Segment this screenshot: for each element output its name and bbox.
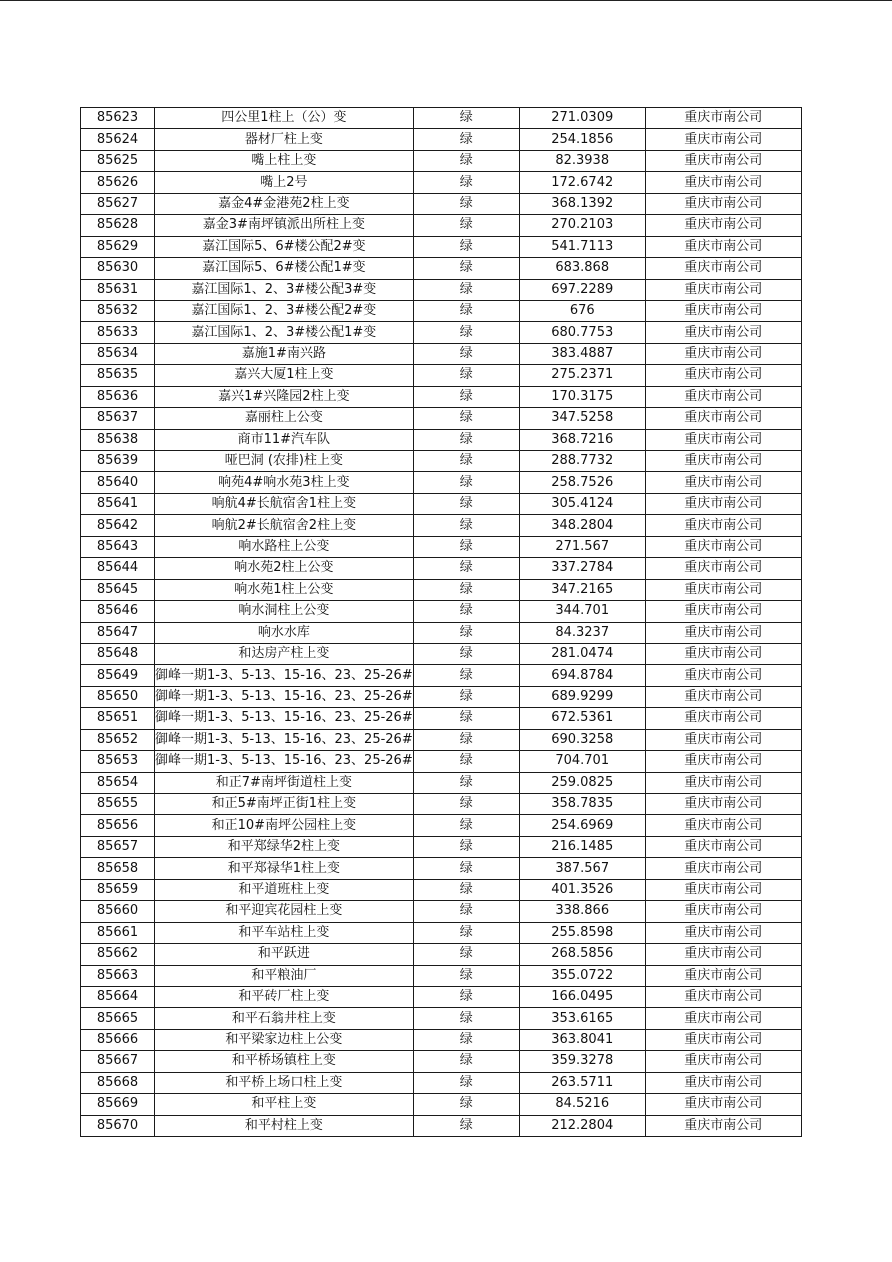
station-name-cell: 和平迎宾花园柱上变 <box>155 901 414 922</box>
company-cell: 重庆市南公司 <box>645 129 801 150</box>
station-name-cell: 和正5#南坪正街1柱上变 <box>155 794 414 815</box>
table-row <box>81 429 802 450</box>
value-cell: 676 <box>519 300 645 321</box>
table-row <box>81 1115 802 1136</box>
row-id-cell: 85667 <box>81 1051 155 1072</box>
company-cell: 重庆市南公司 <box>645 493 801 514</box>
station-name-cell: 嘉江国际5、6#楼公配2#变 <box>155 236 414 257</box>
company-cell: 重庆市南公司 <box>645 901 801 922</box>
company-cell: 重庆市南公司 <box>645 515 801 536</box>
company-cell: 重庆市南公司 <box>645 879 801 900</box>
company-cell: 重庆市南公司 <box>645 622 801 643</box>
value-cell: 271.567 <box>519 536 645 557</box>
value-cell: 387.567 <box>519 858 645 879</box>
table-row <box>81 643 802 664</box>
station-name-cell: 嘴上柱上变 <box>155 150 414 171</box>
status-color-cell: 绿 <box>413 1094 519 1115</box>
status-color-cell: 绿 <box>413 1051 519 1072</box>
station-name-cell: 御峰一期1-3、5-13、15-16、23、25-26# <box>155 686 414 707</box>
table-row <box>81 172 802 193</box>
value-cell: 281.0474 <box>519 643 645 664</box>
station-name-cell: 响水路柱上公变 <box>155 536 414 557</box>
station-name-cell: 和平郑禄华1柱上变 <box>155 858 414 879</box>
value-cell: 672.5361 <box>519 708 645 729</box>
status-color-cell: 绿 <box>413 1029 519 1050</box>
company-cell: 重庆市南公司 <box>645 279 801 300</box>
company-cell: 重庆市南公司 <box>645 751 801 772</box>
row-id-cell: 85670 <box>81 1115 155 1136</box>
table-row <box>81 858 802 879</box>
table-row <box>81 622 802 643</box>
status-color-cell: 绿 <box>413 172 519 193</box>
table-row <box>81 215 802 236</box>
row-id-cell: 85624 <box>81 129 155 150</box>
row-id-cell: 85623 <box>81 108 155 129</box>
table-row <box>81 150 802 171</box>
row-id-cell: 85655 <box>81 794 155 815</box>
row-id-cell: 85663 <box>81 965 155 986</box>
station-name-cell: 和平砖厂柱上变 <box>155 986 414 1007</box>
station-name-cell: 四公里1柱上（公）变 <box>155 108 414 129</box>
status-color-cell: 绿 <box>413 558 519 579</box>
company-cell: 重庆市南公司 <box>645 172 801 193</box>
station-name-cell: 嘉江国际1、2、3#楼公配1#变 <box>155 322 414 343</box>
value-cell: 368.1392 <box>519 193 645 214</box>
row-id-cell: 85649 <box>81 665 155 686</box>
status-color-cell: 绿 <box>413 215 519 236</box>
row-id-cell: 85626 <box>81 172 155 193</box>
company-cell: 重庆市南公司 <box>645 944 801 965</box>
company-cell: 重庆市南公司 <box>645 1051 801 1072</box>
row-id-cell: 85658 <box>81 858 155 879</box>
status-color-cell: 绿 <box>413 150 519 171</box>
value-cell: 268.5856 <box>519 944 645 965</box>
row-id-cell: 85656 <box>81 815 155 836</box>
table-row <box>81 472 802 493</box>
station-name-cell: 嘉江国际1、2、3#楼公配2#变 <box>155 300 414 321</box>
row-id-cell: 85638 <box>81 429 155 450</box>
company-cell: 重庆市南公司 <box>645 922 801 943</box>
station-name-cell: 嘉兴1#兴隆园2柱上变 <box>155 386 414 407</box>
value-cell: 170.3175 <box>519 386 645 407</box>
company-cell: 重庆市南公司 <box>645 258 801 279</box>
station-name-cell: 和平桥上场口柱上变 <box>155 1072 414 1093</box>
row-id-cell: 85639 <box>81 451 155 472</box>
company-cell: 重庆市南公司 <box>645 1008 801 1029</box>
value-cell: 166.0495 <box>519 986 645 1007</box>
station-name-cell: 响水苑1柱上公变 <box>155 579 414 600</box>
table-row <box>81 193 802 214</box>
station-name-cell: 嘉兴大厦1柱上变 <box>155 365 414 386</box>
table-row <box>81 343 802 364</box>
table-row <box>81 451 802 472</box>
station-name-cell: 响航4#长航宿舍1柱上变 <box>155 493 414 514</box>
station-name-cell: 嘴上2号 <box>155 172 414 193</box>
table-row <box>81 1072 802 1093</box>
table-row <box>81 108 802 129</box>
status-color-cell: 绿 <box>413 794 519 815</box>
value-cell: 172.6742 <box>519 172 645 193</box>
status-color-cell: 绿 <box>413 193 519 214</box>
company-cell: 重庆市南公司 <box>645 665 801 686</box>
table-row <box>81 901 802 922</box>
company-cell: 重庆市南公司 <box>645 236 801 257</box>
value-cell: 84.3237 <box>519 622 645 643</box>
table-row <box>81 408 802 429</box>
table-row <box>81 300 802 321</box>
row-id-cell: 85664 <box>81 986 155 1007</box>
row-id-cell: 85668 <box>81 1072 155 1093</box>
status-color-cell: 绿 <box>413 1008 519 1029</box>
value-cell: 82.3938 <box>519 150 645 171</box>
company-cell: 重庆市南公司 <box>645 108 801 129</box>
status-color-cell: 绿 <box>413 579 519 600</box>
row-id-cell: 85627 <box>81 193 155 214</box>
status-color-cell: 绿 <box>413 965 519 986</box>
company-cell: 重庆市南公司 <box>645 365 801 386</box>
station-name-cell: 嘉江国际5、6#楼公配1#变 <box>155 258 414 279</box>
station-name-cell: 嘉丽柱上公变 <box>155 408 414 429</box>
page-top-border <box>0 0 892 1</box>
value-cell: 337.2784 <box>519 558 645 579</box>
row-id-cell: 85657 <box>81 836 155 857</box>
row-id-cell: 85661 <box>81 922 155 943</box>
station-name-cell: 御峰一期1-3、5-13、15-16、23、25-26# <box>155 665 414 686</box>
value-cell: 263.5711 <box>519 1072 645 1093</box>
value-cell: 254.6969 <box>519 815 645 836</box>
table-row <box>81 536 802 557</box>
status-color-cell: 绿 <box>413 643 519 664</box>
status-color-cell: 绿 <box>413 386 519 407</box>
company-cell: 重庆市南公司 <box>645 686 801 707</box>
row-id-cell: 85640 <box>81 472 155 493</box>
status-color-cell: 绿 <box>413 601 519 622</box>
company-cell: 重庆市南公司 <box>645 772 801 793</box>
row-id-cell: 85666 <box>81 1029 155 1050</box>
value-cell: 255.8598 <box>519 922 645 943</box>
table-row <box>81 751 802 772</box>
value-cell: 355.0722 <box>519 965 645 986</box>
row-id-cell: 85653 <box>81 751 155 772</box>
status-color-cell: 绿 <box>413 944 519 965</box>
table-row <box>81 1051 802 1072</box>
value-cell: 704.701 <box>519 751 645 772</box>
row-id-cell: 85643 <box>81 536 155 557</box>
status-color-cell: 绿 <box>413 451 519 472</box>
station-name-cell: 御峰一期1-3、5-13、15-16、23、25-26# <box>155 708 414 729</box>
status-color-cell: 绿 <box>413 729 519 750</box>
company-cell: 重庆市南公司 <box>645 1094 801 1115</box>
value-cell: 680.7753 <box>519 322 645 343</box>
station-name-cell: 和平道班柱上变 <box>155 879 414 900</box>
company-cell: 重庆市南公司 <box>645 558 801 579</box>
company-cell: 重庆市南公司 <box>645 815 801 836</box>
company-cell: 重庆市南公司 <box>645 451 801 472</box>
table-row <box>81 708 802 729</box>
company-cell: 重庆市南公司 <box>645 1072 801 1093</box>
table-row <box>81 1094 802 1115</box>
table-row <box>81 279 802 300</box>
station-name-cell: 和正10#南坪公园柱上变 <box>155 815 414 836</box>
station-name-cell: 和平粮油厂 <box>155 965 414 986</box>
data-table <box>80 107 802 1137</box>
status-color-cell: 绿 <box>413 751 519 772</box>
table-body <box>81 108 802 1137</box>
row-id-cell: 85659 <box>81 879 155 900</box>
status-color-cell: 绿 <box>413 408 519 429</box>
status-color-cell: 绿 <box>413 300 519 321</box>
status-color-cell: 绿 <box>413 1072 519 1093</box>
table-row <box>81 772 802 793</box>
company-cell: 重庆市南公司 <box>645 472 801 493</box>
station-name-cell: 嘉金3#南坪镇派出所柱上变 <box>155 215 414 236</box>
company-cell: 重庆市南公司 <box>645 708 801 729</box>
table-row <box>81 386 802 407</box>
company-cell: 重庆市南公司 <box>645 150 801 171</box>
row-id-cell: 85625 <box>81 150 155 171</box>
table-row <box>81 965 802 986</box>
value-cell: 216.1485 <box>519 836 645 857</box>
station-name-cell: 响苑4#响水苑3柱上变 <box>155 472 414 493</box>
table-row <box>81 665 802 686</box>
status-color-cell: 绿 <box>413 322 519 343</box>
row-id-cell: 85634 <box>81 343 155 364</box>
value-cell: 348.2804 <box>519 515 645 536</box>
value-cell: 383.4887 <box>519 343 645 364</box>
station-name-cell: 和平梁家边柱上公变 <box>155 1029 414 1050</box>
value-cell: 338.866 <box>519 901 645 922</box>
table-row <box>81 879 802 900</box>
value-cell: 353.6165 <box>519 1008 645 1029</box>
company-cell: 重庆市南公司 <box>645 193 801 214</box>
value-cell: 694.8784 <box>519 665 645 686</box>
station-name-cell: 御峰一期1-3、5-13、15-16、23、25-26# <box>155 729 414 750</box>
station-name-cell: 嘉江国际1、2、3#楼公配3#变 <box>155 279 414 300</box>
row-id-cell: 85644 <box>81 558 155 579</box>
table-row <box>81 836 802 857</box>
table-row <box>81 258 802 279</box>
table-row <box>81 986 802 1007</box>
status-color-cell: 绿 <box>413 493 519 514</box>
status-color-cell: 绿 <box>413 108 519 129</box>
table-row <box>81 601 802 622</box>
row-id-cell: 85654 <box>81 772 155 793</box>
company-cell: 重庆市南公司 <box>645 536 801 557</box>
row-id-cell: 85660 <box>81 901 155 922</box>
row-id-cell: 85665 <box>81 1008 155 1029</box>
company-cell: 重庆市南公司 <box>645 1029 801 1050</box>
status-color-cell: 绿 <box>413 836 519 857</box>
status-color-cell: 绿 <box>413 665 519 686</box>
status-color-cell: 绿 <box>413 343 519 364</box>
row-id-cell: 85650 <box>81 686 155 707</box>
value-cell: 690.3258 <box>519 729 645 750</box>
status-color-cell: 绿 <box>413 472 519 493</box>
status-color-cell: 绿 <box>413 858 519 879</box>
station-name-cell: 响航2#长航宿舍2柱上变 <box>155 515 414 536</box>
status-color-cell: 绿 <box>413 815 519 836</box>
table-row <box>81 1008 802 1029</box>
value-cell: 344.701 <box>519 601 645 622</box>
row-id-cell: 85645 <box>81 579 155 600</box>
station-name-cell: 和平柱上变 <box>155 1094 414 1115</box>
table-row <box>81 944 802 965</box>
company-cell: 重庆市南公司 <box>645 794 801 815</box>
row-id-cell: 85642 <box>81 515 155 536</box>
table-row <box>81 558 802 579</box>
station-name-cell: 和正7#南坪街道柱上变 <box>155 772 414 793</box>
station-name-cell: 嘉金4#金港苑2柱上变 <box>155 193 414 214</box>
table-row <box>81 815 802 836</box>
row-id-cell: 85628 <box>81 215 155 236</box>
table-row <box>81 493 802 514</box>
company-cell: 重庆市南公司 <box>645 579 801 600</box>
value-cell: 689.9299 <box>519 686 645 707</box>
value-cell: 84.5216 <box>519 1094 645 1115</box>
row-id-cell: 85637 <box>81 408 155 429</box>
company-cell: 重庆市南公司 <box>645 858 801 879</box>
table-row <box>81 322 802 343</box>
company-cell: 重庆市南公司 <box>645 322 801 343</box>
table-row <box>81 515 802 536</box>
value-cell: 258.7526 <box>519 472 645 493</box>
value-cell: 259.0825 <box>519 772 645 793</box>
row-id-cell: 85647 <box>81 622 155 643</box>
row-id-cell: 85646 <box>81 601 155 622</box>
status-color-cell: 绿 <box>413 129 519 150</box>
station-name-cell: 御峰一期1-3、5-13、15-16、23、25-26# <box>155 751 414 772</box>
station-name-cell: 响水水库 <box>155 622 414 643</box>
value-cell: 347.5258 <box>519 408 645 429</box>
value-cell: 683.868 <box>519 258 645 279</box>
value-cell: 288.7732 <box>519 451 645 472</box>
company-cell: 重庆市南公司 <box>645 729 801 750</box>
station-name-cell: 和平石翁井柱上变 <box>155 1008 414 1029</box>
status-color-cell: 绿 <box>413 986 519 1007</box>
station-name-cell: 嘉施1#南兴路 <box>155 343 414 364</box>
status-color-cell: 绿 <box>413 258 519 279</box>
table-row <box>81 729 802 750</box>
company-cell: 重庆市南公司 <box>645 836 801 857</box>
company-cell: 重庆市南公司 <box>645 386 801 407</box>
value-cell: 363.8041 <box>519 1029 645 1050</box>
company-cell: 重庆市南公司 <box>645 343 801 364</box>
company-cell: 重庆市南公司 <box>645 1115 801 1136</box>
value-cell: 697.2289 <box>519 279 645 300</box>
row-id-cell: 85662 <box>81 944 155 965</box>
station-name-cell: 和平桥场镇柱上变 <box>155 1051 414 1072</box>
table-row <box>81 686 802 707</box>
value-cell: 401.3526 <box>519 879 645 900</box>
value-cell: 271.0309 <box>519 108 645 129</box>
value-cell: 359.3278 <box>519 1051 645 1072</box>
station-name-cell: 商市11#汽车队 <box>155 429 414 450</box>
status-color-cell: 绿 <box>413 622 519 643</box>
value-cell: 368.7216 <box>519 429 645 450</box>
company-cell: 重庆市南公司 <box>645 643 801 664</box>
status-color-cell: 绿 <box>413 922 519 943</box>
station-name-cell: 和平跃进 <box>155 944 414 965</box>
company-cell: 重庆市南公司 <box>645 408 801 429</box>
status-color-cell: 绿 <box>413 429 519 450</box>
status-color-cell: 绿 <box>413 236 519 257</box>
company-cell: 重庆市南公司 <box>645 300 801 321</box>
value-cell: 254.1856 <box>519 129 645 150</box>
status-color-cell: 绿 <box>413 901 519 922</box>
value-cell: 347.2165 <box>519 579 645 600</box>
status-color-cell: 绿 <box>413 686 519 707</box>
row-id-cell: 85641 <box>81 493 155 514</box>
row-id-cell: 85648 <box>81 643 155 664</box>
value-cell: 358.7835 <box>519 794 645 815</box>
value-cell: 541.7113 <box>519 236 645 257</box>
table-row <box>81 794 802 815</box>
station-name-cell: 和达房产柱上变 <box>155 643 414 664</box>
row-id-cell: 85651 <box>81 708 155 729</box>
row-id-cell: 85652 <box>81 729 155 750</box>
row-id-cell: 85629 <box>81 236 155 257</box>
table-row <box>81 922 802 943</box>
station-name-cell: 响水洞柱上公变 <box>155 601 414 622</box>
company-cell: 重庆市南公司 <box>645 986 801 1007</box>
value-cell: 212.2804 <box>519 1115 645 1136</box>
row-id-cell: 85669 <box>81 1094 155 1115</box>
company-cell: 重庆市南公司 <box>645 965 801 986</box>
row-id-cell: 85635 <box>81 365 155 386</box>
value-cell: 275.2371 <box>519 365 645 386</box>
status-color-cell: 绿 <box>413 279 519 300</box>
station-name-cell: 和平村柱上变 <box>155 1115 414 1136</box>
row-id-cell: 85636 <box>81 386 155 407</box>
status-color-cell: 绿 <box>413 879 519 900</box>
table-row <box>81 236 802 257</box>
status-color-cell: 绿 <box>413 772 519 793</box>
status-color-cell: 绿 <box>413 1115 519 1136</box>
value-cell: 270.2103 <box>519 215 645 236</box>
status-color-cell: 绿 <box>413 708 519 729</box>
row-id-cell: 85631 <box>81 279 155 300</box>
status-color-cell: 绿 <box>413 515 519 536</box>
row-id-cell: 85630 <box>81 258 155 279</box>
status-color-cell: 绿 <box>413 365 519 386</box>
table-row <box>81 129 802 150</box>
station-name-cell: 哑巴洞 (农排)柱上变 <box>155 451 414 472</box>
status-color-cell: 绿 <box>413 536 519 557</box>
company-cell: 重庆市南公司 <box>645 429 801 450</box>
table-row <box>81 365 802 386</box>
value-cell: 305.4124 <box>519 493 645 514</box>
table-row <box>81 579 802 600</box>
station-name-cell: 和平车站柱上变 <box>155 922 414 943</box>
company-cell: 重庆市南公司 <box>645 601 801 622</box>
station-name-cell: 和平郑绿华2柱上变 <box>155 836 414 857</box>
table-row <box>81 1029 802 1050</box>
row-id-cell: 85632 <box>81 300 155 321</box>
station-name-cell: 响水苑2柱上公变 <box>155 558 414 579</box>
station-name-cell: 器材厂柱上变 <box>155 129 414 150</box>
row-id-cell: 85633 <box>81 322 155 343</box>
company-cell: 重庆市南公司 <box>645 215 801 236</box>
